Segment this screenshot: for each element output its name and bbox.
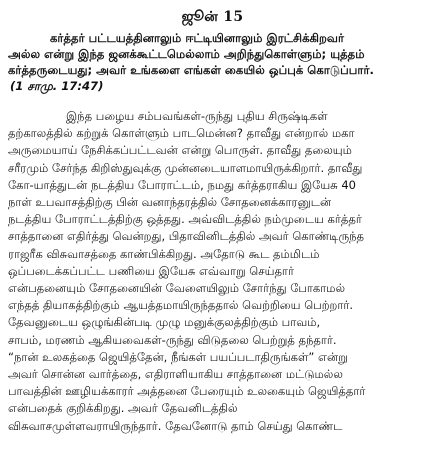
body-line: என்பதனையும் சோதனையின் வேளையிலும் சோர்ந்து போகாமல் (8, 281, 346, 296)
body-line: கோ-யாத்துடன் நடத்திய போராட்டம், நமது கர்த்தராகிய இயேசு 40 (8, 177, 356, 192)
date-heading: ஜூன் 15 (181, 9, 244, 25)
body-line: பாவத்தின் ஊழியக்காரர் அத்தனை பேரையும் உலகையும் ஜெயித்தார் (8, 384, 366, 399)
scripture-verse (8, 30, 417, 94)
body-line: ஒப்படைக்கப்பட்ட பணியை இயேசு எவ்வாறு செய்தார் (8, 263, 294, 278)
body-line: அருமையாய் நேசிக்கப்பட்டவன் என்று பொருள். தாவீது தலையும் (8, 143, 352, 158)
body-line: எந்தத் தியாகத்திற்கும் ஆயத்தமாயிருந்ததால் வெற்றியை பெற்றார். (8, 298, 354, 313)
verse-line: கர்த்தர் பட்டயத்தினாலும் ஈட்டியினாலும் இரட்சிக்கிறவர் (50, 31, 345, 45)
body-line: சாத்தானை எதிர்த்து வென்றது, பிதாவினிடத்தில் அவர் கொண்டிருந்த (8, 229, 364, 244)
body-line: நாள் உபவாசத்திற்கு பின் வனாந்தரத்தில் சோதனைக்காரனுடன் (8, 195, 332, 210)
body-line: தேவனுடைய ஒழுங்கின்படி முழு மனுக்குலத்திற்கும் பாவம், (8, 315, 321, 330)
body-line: நடத்திய போராட்டத்திற்கு ஒத்தது. அவ்விடத்தில் நம்முடைய கர்த்தர் (8, 212, 362, 227)
body-line: ராஜரீக விசுவாசத்தை காண்பிக்கிறது. அதோடு கூட தம்மிடம் (8, 246, 320, 261)
verse-line: கர்த்தருடையது; அவர் உங்களை எங்கள் கையில் ஒப்புக் கொடுப்பார். (8, 63, 374, 77)
body-line: இந்த பழைய சம்பவங்கள்-ருந்து புதிய சிருஷ்டிகள் (66, 109, 328, 123)
body-line: அவர் சொன்ன வார்த்தை, எதிராளியாகிய சாத்தானை மட்டுமல்ல (8, 367, 343, 382)
body-line: தற்காலத்தில் கற்றுக் கொள்ளும் பாடமென்ன? தாவீது என்றால் மகா (8, 126, 355, 141)
body-line: சரீரமும் சேர்ந்த கிறிஸ்துவுக்கு முன்னடையாளமாயிருக்கிறார். தாவீது (8, 160, 363, 175)
body-line: சாபம், மரணம் ஆகியவைகள்-ருந்து விடுதலை பெற்றுத் தந்தார். (8, 332, 337, 347)
body-line: விசுவாசமுள்ளவராயிருந்தார். தேவனோடு தாம் செய்து கொண்ட (8, 418, 343, 433)
verse-line: அல்ல என்று இந்த ஜனக்கூட்டமெல்லாம் அறிந்துகொள்ளும்; யுத்தம் (8, 47, 365, 61)
verse-reference: (1 சாமு. 17:47) (10, 79, 104, 93)
body-line: “நான் உலகத்தை ஜெயித்தேன், நீங்கள் பயப்படாதிருங்கள்” என்று (8, 349, 348, 364)
devotional-body (8, 108, 417, 435)
body-line: என்பதைக் குறிக்கிறது. அவர் தேவனிடத்தில் (8, 401, 238, 416)
